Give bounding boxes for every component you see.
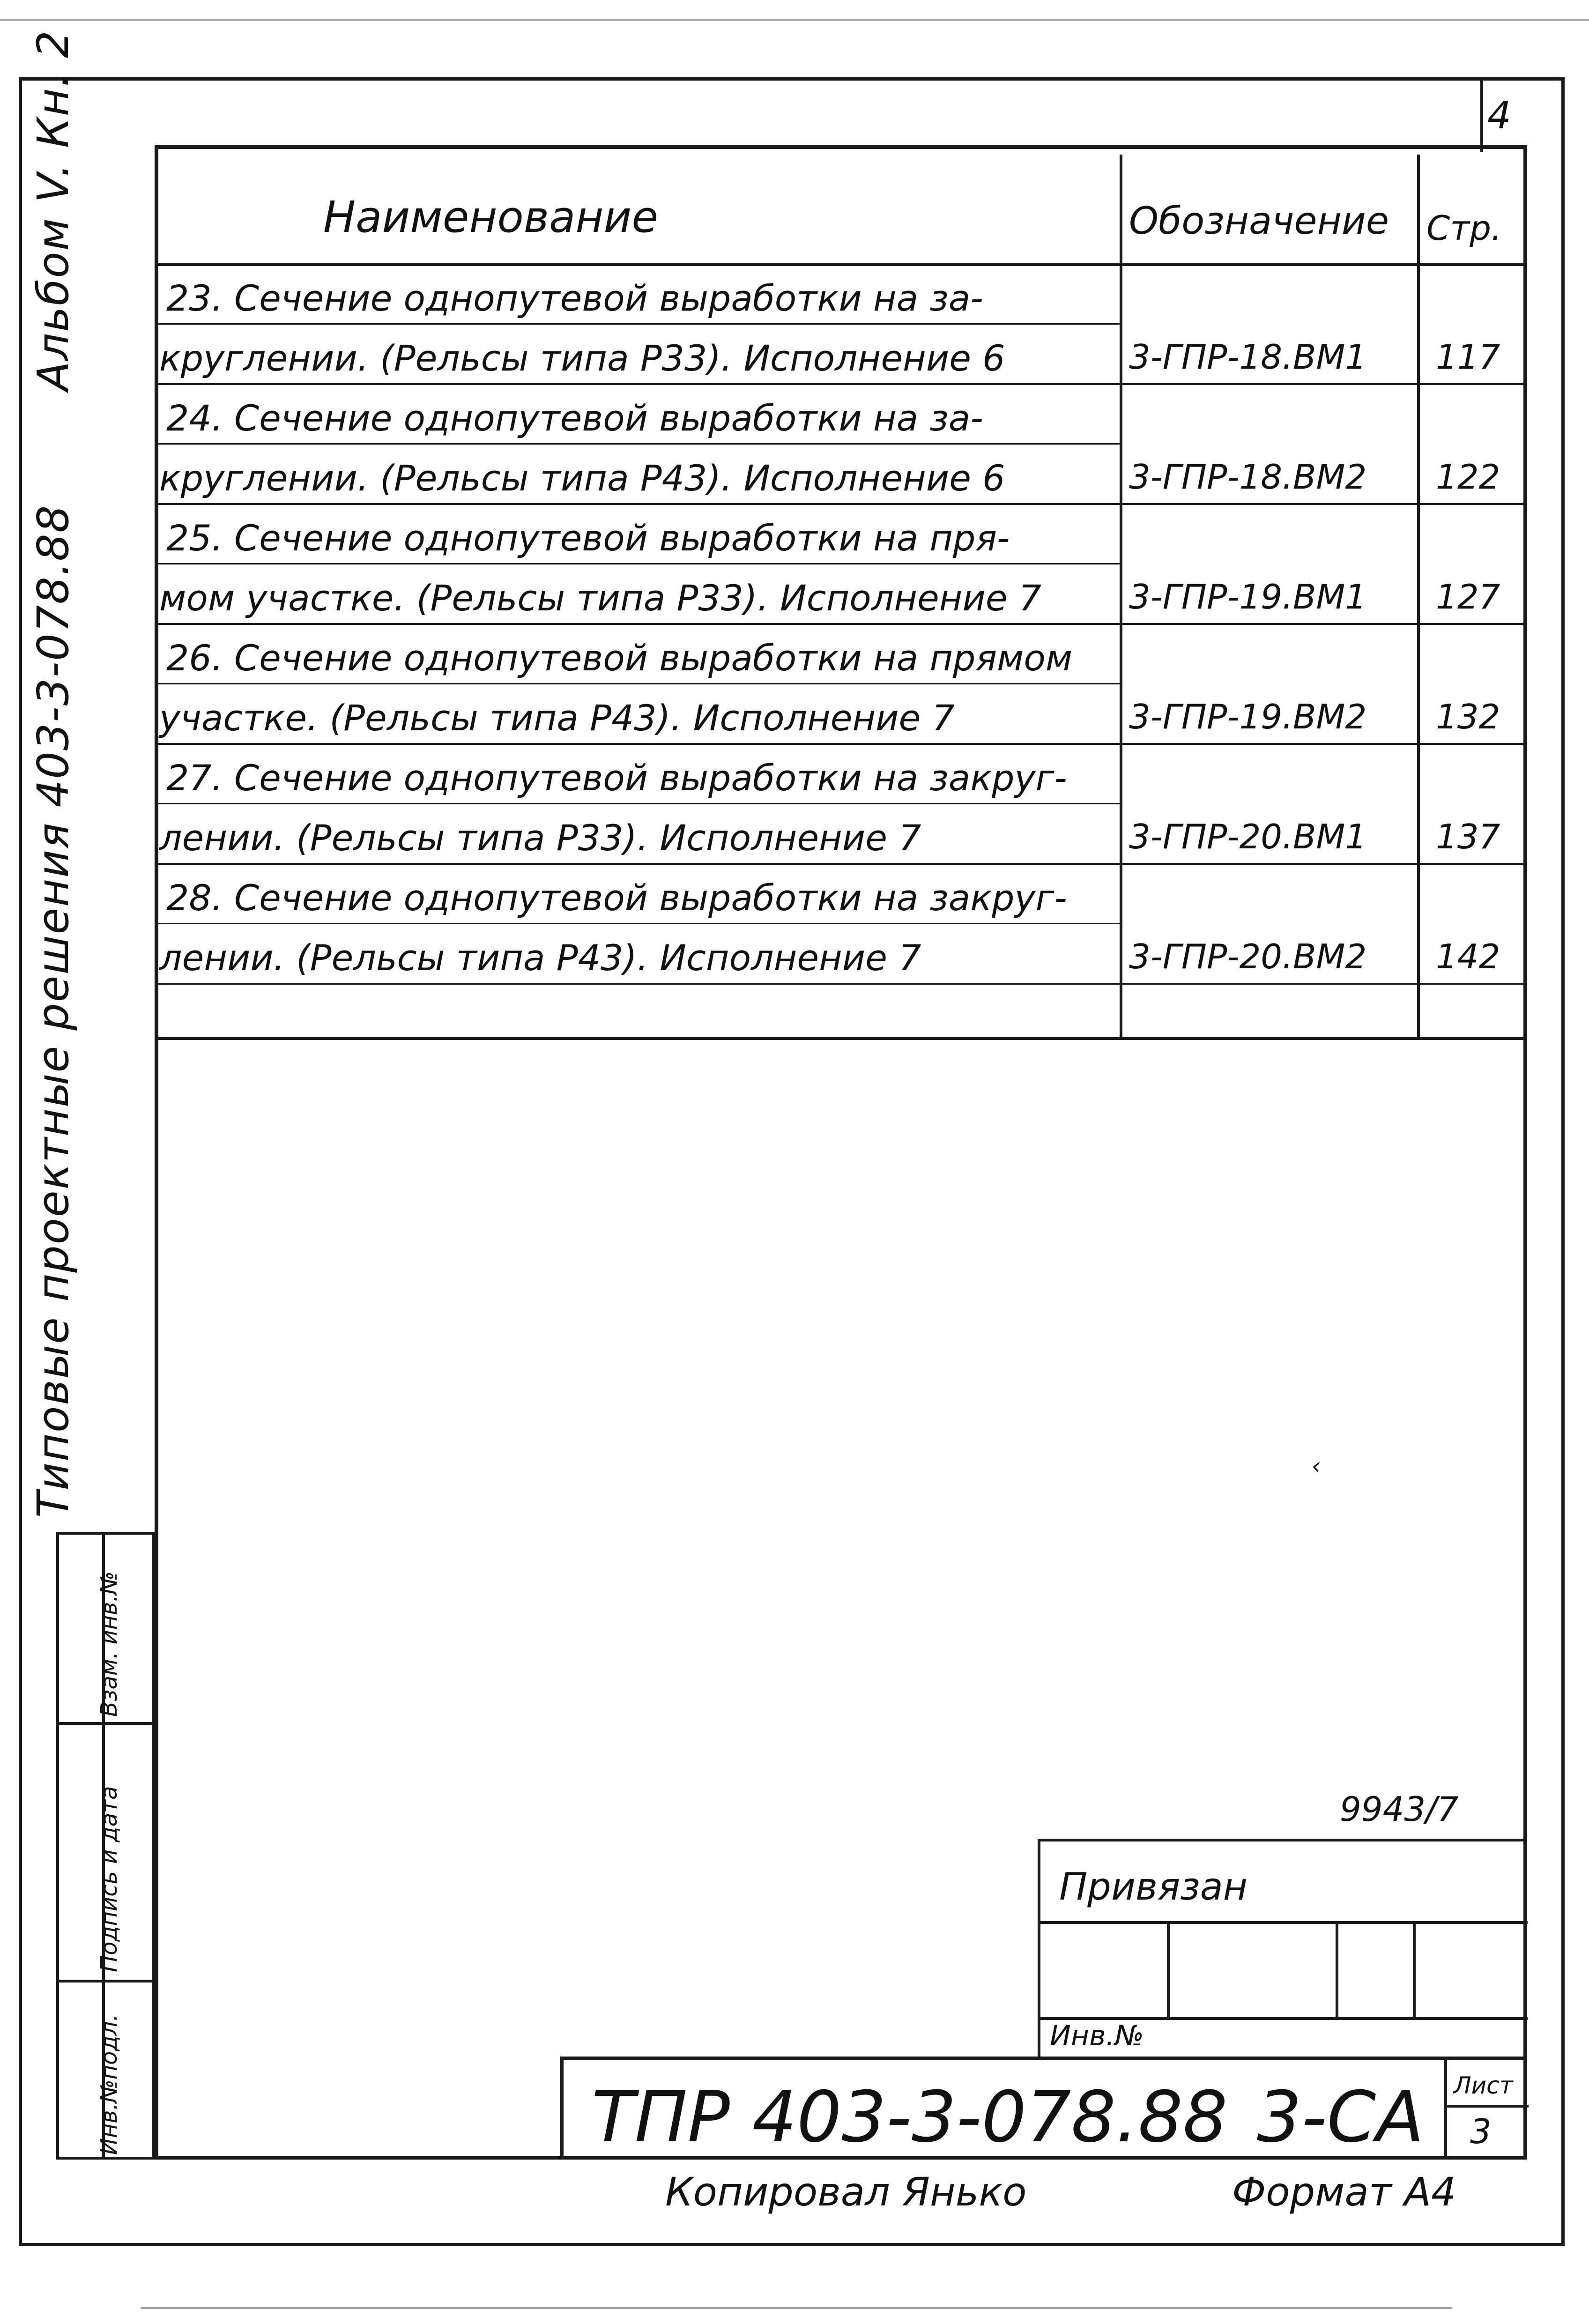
binding-col-1: [1167, 1921, 1170, 2017]
row-separator: [155, 503, 1527, 505]
sheet-box-separator: [1444, 2105, 1529, 2108]
row-separator: [155, 983, 1527, 985]
sheet-box-divider: [1444, 2060, 1447, 2160]
line-rule: [155, 443, 1120, 445]
row-26-page: 132: [1436, 697, 1500, 736]
row-28-designation: 3-ГПР-20.ВМ2: [1129, 937, 1367, 976]
order-number: 9943/7: [1340, 1789, 1459, 1829]
row-23-name-line-2: круглении. (Рельсы типа Р33). Исполнение 6: [159, 337, 1005, 379]
row-24-page: 122: [1436, 457, 1500, 497]
line-rule: [155, 803, 1120, 804]
series-text: Типовые проектные решения 403-3-078.88: [28, 504, 78, 1518]
series-label: [28, 30, 78, 1518]
row-26-name-line-1: 26. Сечение однопутевой выработки на прямом: [166, 637, 1073, 679]
stray-mark: ‹: [1312, 1452, 1321, 1479]
column-divider-designation: [1120, 155, 1122, 1040]
stamp-label-vzam: Взам. инв.№: [96, 1571, 122, 1717]
binding-row-1: [1040, 1921, 1528, 1924]
format-label: Формат А4: [1232, 2169, 1456, 2215]
line-rule: [155, 563, 1120, 564]
title-code: ТПР 403-3-078.88: [592, 2077, 1228, 2158]
row-25-name-line-2: мом участке. (Рельсы типа Р33). Исполнение 7: [159, 577, 1042, 619]
line-rule: [155, 323, 1120, 325]
row-23-designation: 3-ГПР-18.ВМ1: [1129, 337, 1367, 377]
binding-title: Привязан: [1059, 1865, 1248, 1908]
copied-by: Копировал Янько: [665, 2169, 1027, 2215]
line-rule: [155, 683, 1120, 684]
row-27-name-line-1: 27. Сечение однопутевой выработки на закруг-: [166, 757, 1067, 799]
binding-col-3: [1413, 1921, 1416, 2017]
line-rule: [155, 923, 1120, 924]
header-name: Наименование: [323, 192, 658, 242]
page-number-divider: [1480, 77, 1483, 152]
row-separator: [155, 863, 1527, 865]
header-designation: Обозначение: [1129, 199, 1389, 243]
binding-inv-label: Инв.№: [1050, 2020, 1144, 2052]
header-underline: [155, 263, 1527, 266]
album-text: Альбом V. Кн. 2: [28, 30, 78, 391]
row-27-page: 137: [1436, 817, 1500, 856]
column-divider-page: [1417, 155, 1420, 1040]
row-24-designation: 3-ГПР-18.ВМ2: [1129, 457, 1367, 497]
row-27-designation: 3-ГПР-20.ВМ1: [1129, 817, 1367, 856]
table-bottom: [155, 1037, 1527, 1040]
row-24-name-line-2: круглении. (Рельсы типа Р43). Исполнение 6: [159, 457, 1005, 499]
row-28-name-line-1: 28. Сечение однопутевой выработки на закруг-: [166, 877, 1067, 919]
row-23-page: 117: [1436, 337, 1500, 377]
stamp-label-inv: Инв.№подл.: [96, 2014, 122, 2155]
row-26-designation: 3-ГПР-19.ВМ2: [1129, 697, 1367, 736]
scan-edge-bottom: [141, 2307, 1452, 2309]
side-stamp-row-1: [59, 1722, 153, 1725]
row-28-page: 142: [1436, 937, 1500, 976]
header-page: Стр.: [1426, 208, 1502, 248]
row-26-name-line-2: участке. (Рельсы типа Р43). Исполнение 7: [159, 697, 955, 739]
title-mark: 3-СА: [1257, 2077, 1424, 2158]
page-number: 4: [1487, 94, 1511, 137]
title-block: [560, 2057, 1527, 2160]
row-separator: [155, 383, 1527, 385]
row-23-name-line-1: 23. Сечение однопутевой выработки на за-: [166, 277, 983, 319]
row-25-name-line-1: 25. Сечение однопутевой выработки на пря-: [166, 517, 1010, 559]
stamp-label-signature: Подпись и дата: [96, 1786, 122, 1972]
scan-edge-top: [0, 19, 1589, 21]
side-stamp-row-2: [59, 1980, 153, 1982]
sheet-number: 3: [1470, 2112, 1492, 2151]
binding-block: [1038, 1839, 1527, 2059]
row-25-page: 127: [1436, 577, 1500, 616]
row-separator: [155, 743, 1527, 745]
row-24-name-line-1: 24. Сечение однопутевой выработки на за-: [166, 397, 983, 439]
row-28-name-line-2: лении. (Рельсы типа Р43). Исполнение 7: [159, 937, 921, 979]
binding-col-2: [1336, 1921, 1338, 2017]
row-25-designation: 3-ГПР-19.ВМ1: [1129, 577, 1367, 616]
row-separator: [155, 623, 1527, 625]
row-27-name-line-2: лении. (Рельсы типа Р33). Исполнение 7: [159, 817, 921, 859]
sheet-label: Лист: [1454, 2072, 1513, 2099]
contents-table: [155, 155, 1527, 1040]
